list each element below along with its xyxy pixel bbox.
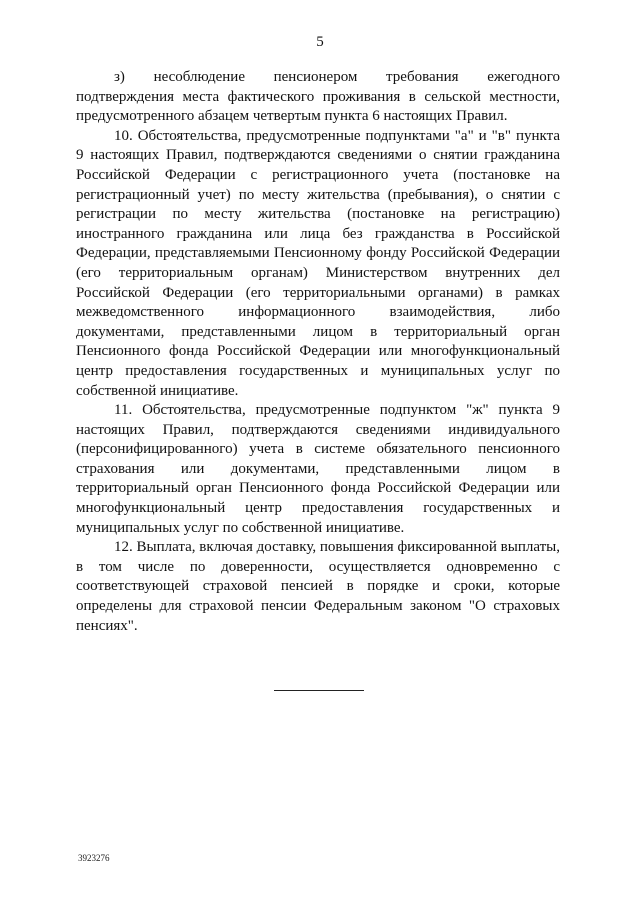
paragraph-item-z: з) несоблюдение пенсионером требования ежегодного подтверждения места фактического проживания в сельской местности, предусмотренного абзацем четвертым пункта 6 настоящих Правил. — [76, 69, 560, 125]
end-of-text-rule — [274, 690, 364, 691]
paragraph-10: 10. Обстоятельства, предусмотренные подпунктами "а" и "в" пункта 9 настоящих Правил, подтверждаются сведениями о снятии гражданина Российской Федерации с регистрационного учета (постановке на регистрационный учет) по месту жительства (пребывания), о снятии с регистрации по месту жительства (постановке на регистрацию) иностранного гражданина или лица без гражданства в Российской Федерации, представляемыми Пенсионному фонду Российской Федерации (его территориальным органам) Министерством внутренних дел Российской Федерации (его территориальными органами) в рамках межведомственного информационного взаимодействия, либо документами, представленными лицом в территориальный орган Пенсионного фонда Российской Федерации или многофункциональный центр предоставления государственных и муниципальных услуг по собственной инициативе. — [76, 127, 560, 399]
paragraph-11: 11. Обстоятельства, предусмотренные подпунктом "ж" пункта 9 настоящих Правил, подтверждаются сведениями индивидуального (персонифицированного) учета в системе обязательного пенсионного страхования или документами, представленными лицом в территориальный орган Пенсионного фонда Российской Федерации или многофункциональный центр предоставления государственных и муниципальных услуг по собственной инициативе. — [76, 402, 560, 536]
document-body — [76, 68, 560, 636]
paragraph-12: 12. Выплата, включая доставку, повышения фиксированной выплаты, в том числе по доверенности, осуществляется одновременно с соответствующей страховой пенсией в порядке и сроки, которые определены для страховой пенсии Федеральным законом "О страховых пенсиях". — [76, 539, 560, 634]
page-number: 5 — [316, 34, 324, 50]
document-code: 3923276 — [78, 853, 110, 863]
